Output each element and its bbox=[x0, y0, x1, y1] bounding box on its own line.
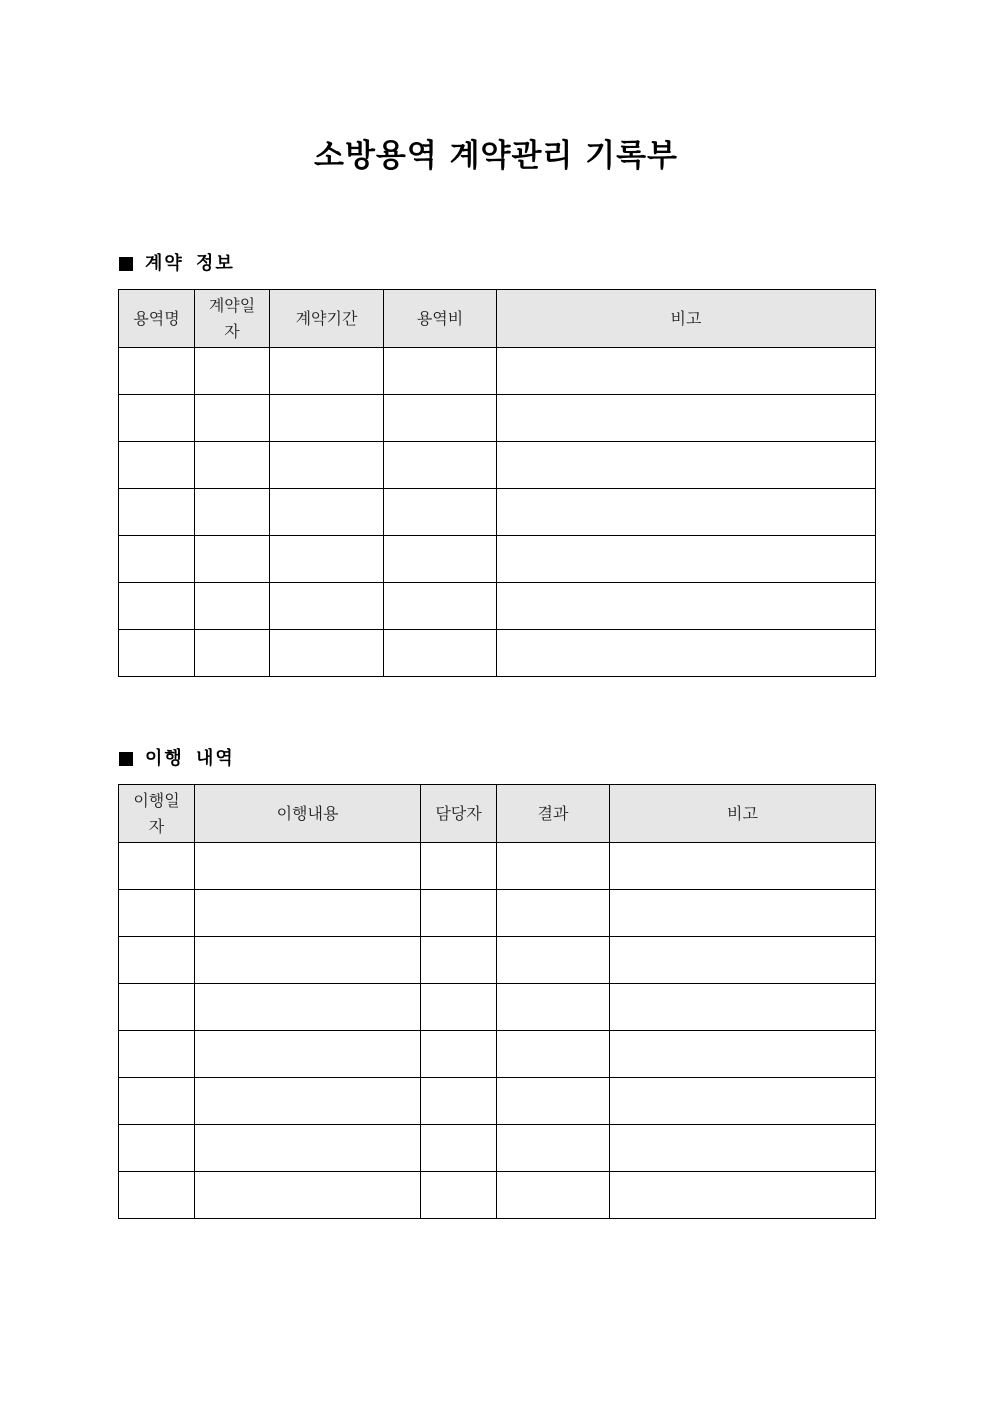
table-cell[interactable] bbox=[270, 630, 384, 677]
table-cell[interactable] bbox=[270, 489, 384, 536]
column-header-remarks: 비고 bbox=[610, 785, 876, 843]
table-cell[interactable] bbox=[195, 1078, 421, 1125]
table-cell[interactable] bbox=[610, 1172, 876, 1219]
table-cell[interactable] bbox=[421, 843, 497, 890]
table-cell[interactable] bbox=[119, 937, 195, 984]
table-cell[interactable] bbox=[497, 1078, 610, 1125]
table-row bbox=[119, 1078, 876, 1125]
table-row bbox=[119, 630, 876, 677]
table-cell[interactable] bbox=[610, 1031, 876, 1078]
performance-history-table bbox=[118, 784, 876, 1219]
table-cell[interactable] bbox=[195, 442, 270, 489]
table-cell[interactable] bbox=[195, 843, 421, 890]
column-header-performance-date-label: 이행일자 bbox=[133, 790, 180, 836]
table-cell[interactable] bbox=[384, 395, 497, 442]
table-cell[interactable] bbox=[195, 348, 270, 395]
table-cell[interactable] bbox=[421, 1031, 497, 1078]
table-cell[interactable] bbox=[384, 442, 497, 489]
table-header-row bbox=[119, 785, 876, 843]
performance-section-label: 이행 내역 bbox=[145, 748, 235, 769]
table-header-row bbox=[119, 290, 876, 348]
table-cell[interactable] bbox=[384, 630, 497, 677]
contract-table-body bbox=[119, 348, 876, 677]
column-header-performance-details: 이행내용 bbox=[195, 785, 421, 843]
table-cell[interactable] bbox=[610, 890, 876, 937]
table-cell[interactable] bbox=[119, 442, 195, 489]
square-bullet-icon bbox=[119, 257, 133, 271]
table-cell[interactable] bbox=[497, 1031, 610, 1078]
table-cell[interactable] bbox=[119, 890, 195, 937]
column-header-result: 결과 bbox=[497, 785, 610, 843]
table-cell[interactable] bbox=[195, 984, 421, 1031]
table-cell[interactable] bbox=[270, 536, 384, 583]
table-cell[interactable] bbox=[421, 937, 497, 984]
table-cell[interactable] bbox=[497, 1125, 610, 1172]
table-cell[interactable] bbox=[610, 984, 876, 1031]
table-row bbox=[119, 1125, 876, 1172]
table-cell[interactable] bbox=[119, 1078, 195, 1125]
performance-table-body bbox=[119, 843, 876, 1219]
table-cell[interactable] bbox=[195, 890, 421, 937]
contract-info-table bbox=[118, 289, 876, 677]
table-cell[interactable] bbox=[195, 630, 270, 677]
table-cell[interactable] bbox=[119, 395, 195, 442]
table-row bbox=[119, 583, 876, 630]
table-cell[interactable] bbox=[497, 890, 610, 937]
table-cell[interactable] bbox=[497, 984, 610, 1031]
table-cell[interactable] bbox=[497, 442, 876, 489]
table-cell[interactable] bbox=[195, 1031, 421, 1078]
table-cell[interactable] bbox=[497, 1172, 610, 1219]
table-cell[interactable] bbox=[119, 536, 195, 583]
table-cell[interactable] bbox=[421, 1172, 497, 1219]
table-row bbox=[119, 536, 876, 583]
table-cell[interactable] bbox=[119, 348, 195, 395]
column-header-person-in-charge: 담당자 bbox=[421, 785, 497, 843]
column-header-performance-date bbox=[119, 785, 195, 843]
table-cell[interactable] bbox=[497, 937, 610, 984]
table-cell[interactable] bbox=[119, 1125, 195, 1172]
table-cell[interactable] bbox=[497, 583, 876, 630]
table-cell[interactable] bbox=[497, 489, 876, 536]
table-cell[interactable] bbox=[195, 536, 270, 583]
table-cell[interactable] bbox=[195, 1172, 421, 1219]
table-cell[interactable] bbox=[610, 937, 876, 984]
table-cell[interactable] bbox=[119, 489, 195, 536]
table-cell[interactable] bbox=[421, 890, 497, 937]
table-cell[interactable] bbox=[497, 843, 610, 890]
table-cell[interactable] bbox=[270, 442, 384, 489]
table-cell[interactable] bbox=[119, 630, 195, 677]
table-cell[interactable] bbox=[119, 984, 195, 1031]
table-cell[interactable] bbox=[384, 489, 497, 536]
table-cell[interactable] bbox=[610, 1078, 876, 1125]
column-header-contract-date-label: 계약일자 bbox=[208, 295, 256, 341]
table-cell[interactable] bbox=[497, 536, 876, 583]
table-cell[interactable] bbox=[384, 536, 497, 583]
column-header-service-name: 용역명 bbox=[119, 290, 195, 348]
table-row bbox=[119, 843, 876, 890]
table-cell[interactable] bbox=[195, 489, 270, 536]
table-cell[interactable] bbox=[497, 348, 876, 395]
table-cell[interactable] bbox=[195, 583, 270, 630]
column-header-contract-period: 계약기간 bbox=[270, 290, 384, 348]
table-cell[interactable] bbox=[421, 1125, 497, 1172]
table-cell[interactable] bbox=[384, 348, 497, 395]
contract-section-heading bbox=[119, 252, 235, 276]
table-cell[interactable] bbox=[119, 1031, 195, 1078]
table-row bbox=[119, 890, 876, 937]
table-cell[interactable] bbox=[270, 583, 384, 630]
table-cell[interactable] bbox=[421, 1078, 497, 1125]
table-row bbox=[119, 984, 876, 1031]
column-header-remarks: 비고 bbox=[497, 290, 876, 348]
table-row bbox=[119, 1172, 876, 1219]
table-cell[interactable] bbox=[195, 937, 421, 984]
column-header-contract-date bbox=[195, 290, 270, 348]
table-cell[interactable] bbox=[610, 1125, 876, 1172]
table-row bbox=[119, 395, 876, 442]
table-row bbox=[119, 1031, 876, 1078]
column-header-service-fee: 용역비 bbox=[384, 290, 497, 348]
table-cell[interactable] bbox=[270, 395, 384, 442]
table-cell[interactable] bbox=[270, 348, 384, 395]
table-cell[interactable] bbox=[497, 395, 876, 442]
table-cell[interactable] bbox=[497, 630, 876, 677]
document-title: 소방용역 계약관리 기록부 bbox=[314, 138, 678, 174]
table-cell[interactable] bbox=[610, 843, 876, 890]
table-cell[interactable] bbox=[195, 1125, 421, 1172]
table-cell[interactable] bbox=[119, 1172, 195, 1219]
performance-section-heading bbox=[119, 747, 235, 771]
table-row bbox=[119, 489, 876, 536]
square-bullet-icon bbox=[119, 752, 133, 766]
table-cell[interactable] bbox=[119, 843, 195, 890]
table-cell[interactable] bbox=[384, 583, 497, 630]
table-row bbox=[119, 348, 876, 395]
table-cell[interactable] bbox=[119, 583, 195, 630]
table-cell[interactable] bbox=[421, 984, 497, 1031]
table-row bbox=[119, 937, 876, 984]
table-cell[interactable] bbox=[195, 395, 270, 442]
table-row bbox=[119, 442, 876, 489]
contract-section-label: 계약 정보 bbox=[145, 253, 235, 274]
